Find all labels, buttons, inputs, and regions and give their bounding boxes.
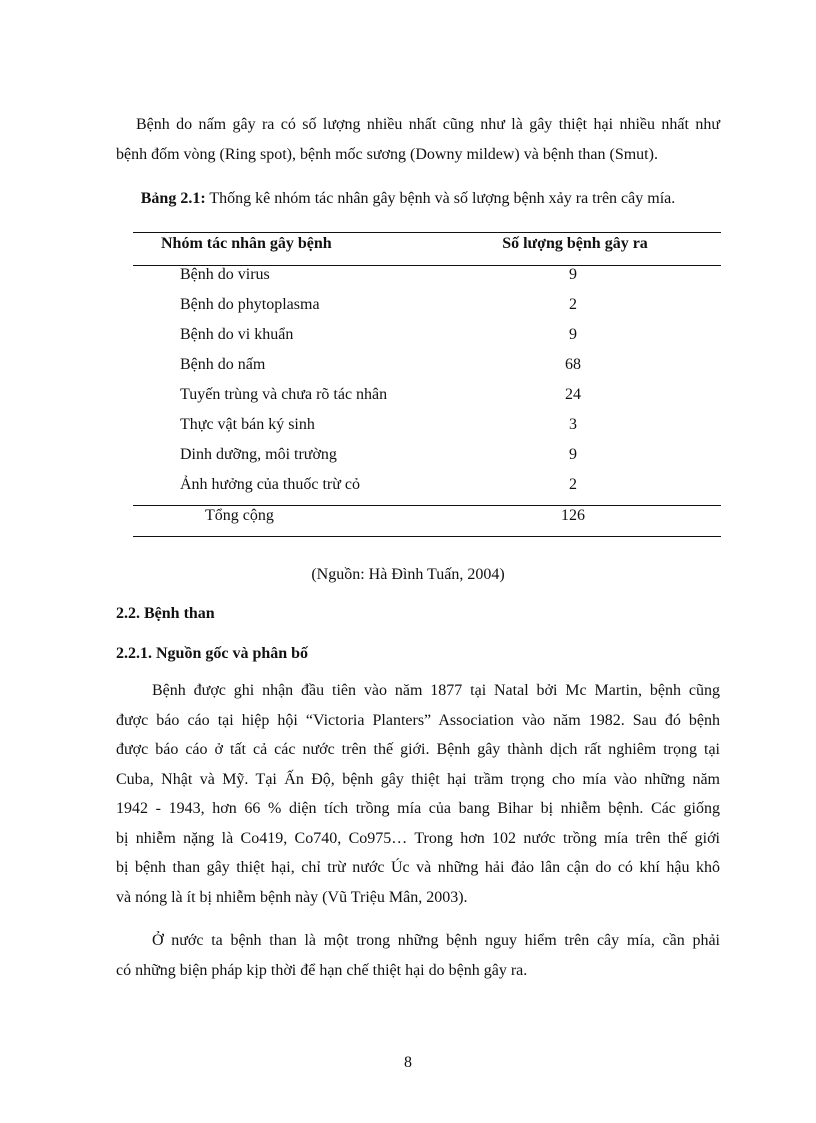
table-cell-count: 2 bbox=[569, 296, 577, 313]
table-cell-count: 24 bbox=[565, 386, 581, 403]
table-caption-text: Thống kê nhóm tác nhân gây bệnh và số lượng bệnh xảy ra trên cây mía. bbox=[205, 190, 676, 207]
body-line: bị nhiễm nặng là Co419, Co740, Co975… Trong hơn 102 nước trồng mía trên thế giới bbox=[116, 829, 720, 847]
table-row bbox=[133, 476, 721, 506]
table-caption bbox=[0, 190, 816, 208]
body-paragraph-2 bbox=[116, 926, 720, 985]
table-total-rule bbox=[133, 505, 721, 506]
table-header-row bbox=[133, 235, 721, 265]
table-row bbox=[133, 266, 721, 296]
table-cell-count: 9 bbox=[569, 266, 577, 283]
body-line: và nóng là ít bị nhiễm bệnh này (Vũ Triệu Mân, 2003). bbox=[116, 888, 468, 906]
body-line: được báo cáo tại hiệp hội “Victoria Planters” Association vào năm 1982. Sau đó bệnh bbox=[116, 711, 720, 729]
body-line: Cuba, Nhật và Mỹ. Tại Ấn Độ, bệnh gây thiệt hại trầm trọng cho mía vào những năm bbox=[116, 770, 720, 788]
table-top-rule bbox=[133, 232, 721, 233]
body-line: có những biện pháp kịp thời để hạn chế thiệt hại do bệnh gây ra. bbox=[116, 961, 528, 979]
table-caption-label: Bảng 2.1: bbox=[140, 190, 206, 207]
table-cell-group: Dinh dưỡng, môi trường bbox=[180, 446, 337, 463]
body-line: được báo cáo ở tất cả các nước trên thế giới. Bệnh gây thành dịch rất nghiêm trọng tại bbox=[116, 741, 720, 758]
table-cell-count: 3 bbox=[569, 416, 577, 433]
table-bottom-rule bbox=[133, 536, 721, 537]
body-line: Ở nước ta bệnh than là một trong những bệnh nguy hiểm trên cây mía, cần phải bbox=[152, 932, 720, 949]
table-total-count: 126 bbox=[561, 507, 585, 524]
table-cell-group: Bệnh do virus bbox=[180, 266, 270, 283]
body-line: bị bệnh than gây thiệt hại, chỉ trừ nước Úc và những hải đảo lân cận do có khí hậu khô bbox=[116, 859, 720, 876]
table-row bbox=[133, 386, 721, 416]
body-line: 1942 - 1943, hơn 66 % diện tích trồng mía của bang Bihar bị nhiễm bệnh. Các giống bbox=[116, 800, 720, 817]
body-paragraph-1 bbox=[116, 676, 720, 912]
intro-line: bệnh đốm vòng (Ring spot), bệnh mốc sương (Downy mildew) và bệnh than (Smut). bbox=[116, 145, 658, 163]
table-total-label: Tổng cộng bbox=[205, 507, 274, 524]
table-cell-group: Bệnh do nấm bbox=[180, 356, 266, 373]
table-cell-group: Tuyến trùng và chưa rõ tác nhân bbox=[180, 386, 388, 403]
table-row bbox=[133, 446, 721, 476]
page-number: 8 bbox=[404, 1054, 412, 1071]
table-cell-group: Bệnh do vi khuẩn bbox=[180, 326, 294, 343]
table-cell-count: 2 bbox=[569, 476, 577, 493]
table-cell-group: Ảnh hưởng của thuốc trừ cỏ bbox=[180, 476, 360, 493]
body-line: Bệnh được ghi nhận đầu tiên vào năm 1877 tại Natal bởi Mc Martin, bệnh cũng bbox=[152, 682, 720, 699]
subsection-heading: 2.2.1. Nguồn gốc và phân bố bbox=[116, 645, 309, 662]
table-row bbox=[133, 326, 721, 356]
table-cell-count: 68 bbox=[565, 356, 581, 373]
table-cell-count: 9 bbox=[569, 446, 577, 463]
table-header-group: Nhóm tác nhân gây bệnh bbox=[161, 235, 332, 252]
table-total-row bbox=[133, 507, 721, 537]
table-row bbox=[133, 356, 721, 386]
table-cell-count: 9 bbox=[569, 326, 577, 343]
table-row bbox=[133, 416, 721, 446]
table-row bbox=[133, 296, 721, 326]
section-heading: 2.2. Bệnh than bbox=[116, 605, 215, 622]
table-header-count: Số lượng bệnh gây ra bbox=[502, 235, 648, 252]
intro-paragraph bbox=[116, 110, 720, 169]
table-source: (Nguồn: Hà Đình Tuấn, 2004) bbox=[311, 566, 505, 583]
table-cell-group: Bệnh do phytoplasma bbox=[180, 296, 320, 313]
intro-line: Bệnh do nấm gây ra có số lượng nhiều nhất cũng như là gây thiệt hại nhiều nhất như bbox=[136, 116, 720, 133]
table-cell-group: Thực vật bán ký sinh bbox=[180, 416, 315, 433]
